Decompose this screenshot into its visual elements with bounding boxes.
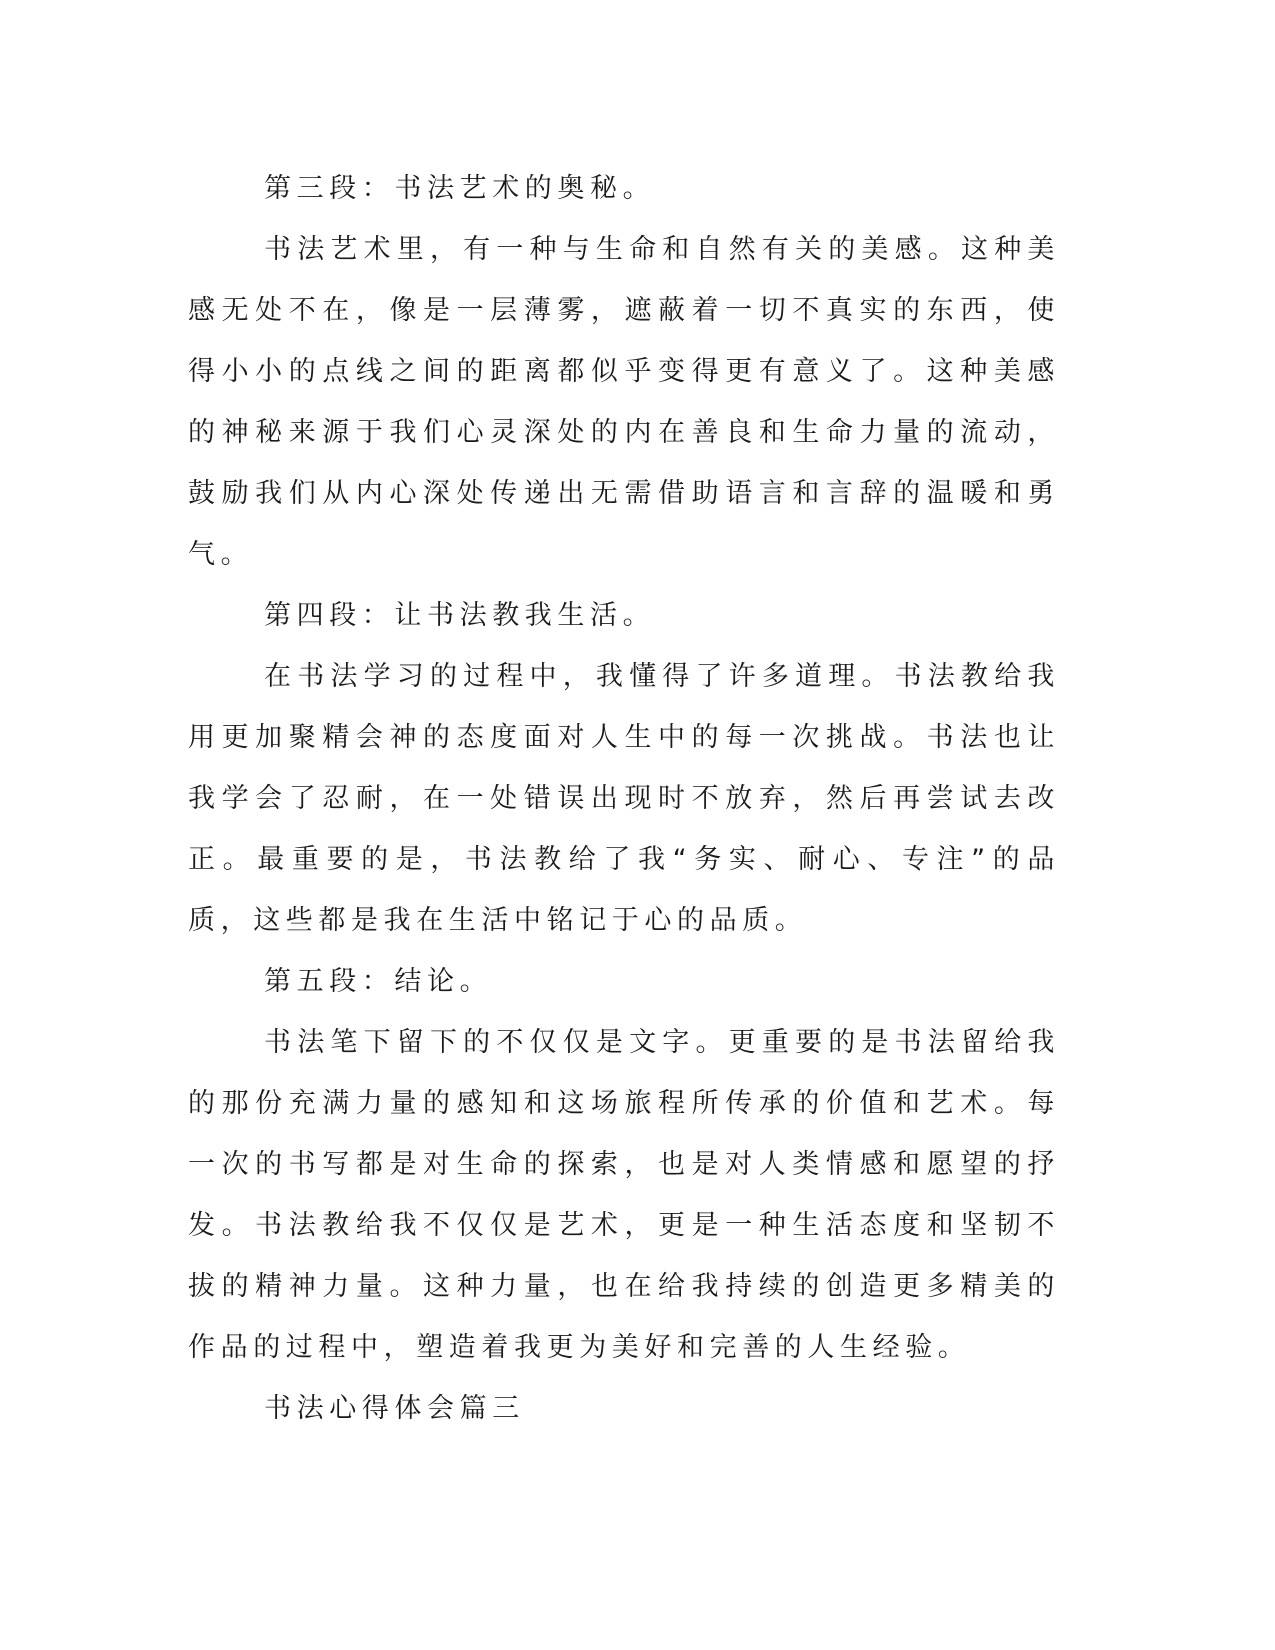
body-paragraph: 书法艺术里，有一种与生命和自然有关的美感。这种美感无处不在，像是一层薄雾，遮蔽着一切不真实的东西，使得小小的点线之间的距离都似乎变得更有意义了。这种美感的神秘来源于我们心灵深处的内在善良和生命力量的流动，鼓励我们从内心深处传递出无需借助语言和言辞的温暖和勇气。	[188, 234, 1060, 570]
article-heading: 书法心得体会篇三	[264, 1393, 525, 1424]
body-paragraph: 在书法学习的过程中，我懂得了许多道理。书法教给我用更加聚精会神的态度面对人生中的每一次挑战。书法也让我学会了忍耐，在一处错误出现时不放弃，然后再尝试去改正。最重要的是，书法教给了我“务实、耐心、专注”的品质，这些都是我在生活中铭记于心的品质。	[188, 661, 1060, 936]
document-body	[188, 158, 1060, 1439]
section-heading-4: 第四段：让书法教我生活。	[264, 600, 656, 631]
body-paragraph: 书法笔下留下的不仅仅是文字。更重要的是书法留给我的那份充满力量的感知和这场旅程所传承的价值和艺术。每一次的书写都是对生命的探索，也是对人类情感和愿望的抒发。书法教给我不仅仅是艺术，更是一种生活态度和坚韧不拔的精神力量。这种力量，也在给我持续的创造更多精美的作品的过程中，塑造着我更为美好和完善的人生经验。	[188, 1027, 1060, 1363]
section-heading-3: 第三段：书法艺术的奥秘。	[264, 173, 656, 204]
section-heading-5: 第五段：结论。	[264, 966, 493, 997]
